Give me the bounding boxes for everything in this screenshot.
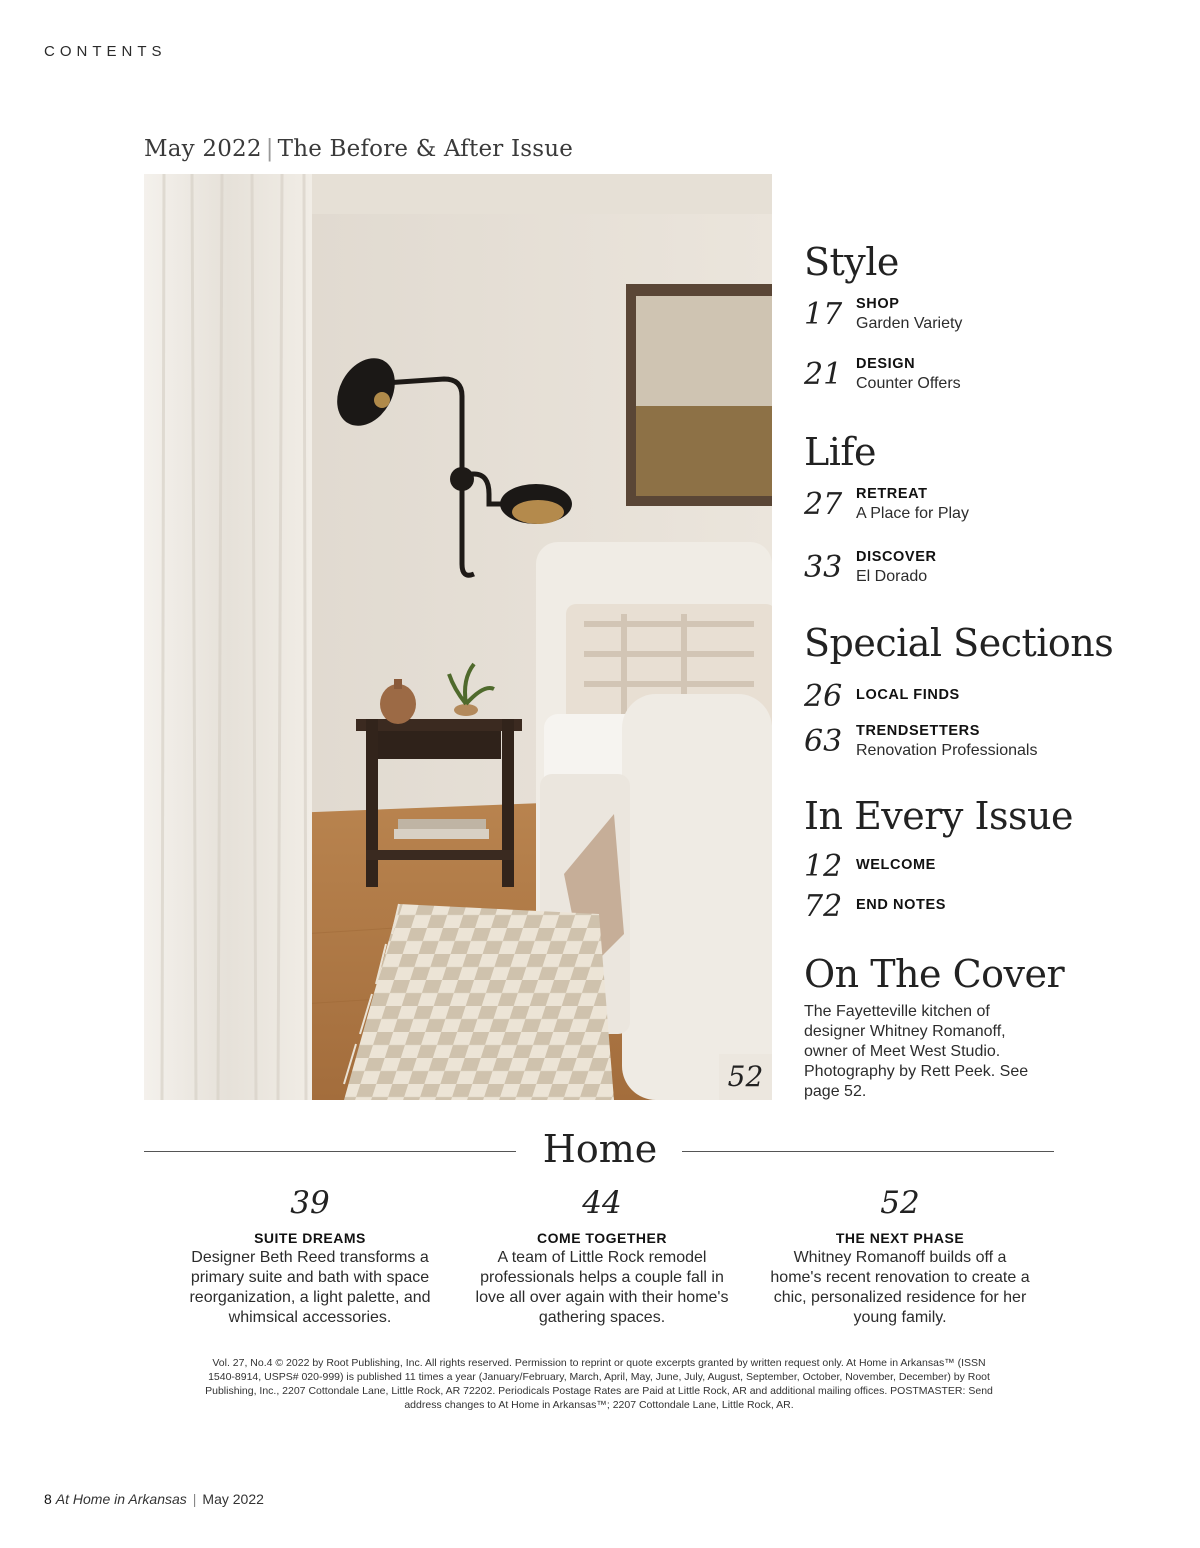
toc-entry[interactable] bbox=[804, 551, 1134, 595]
toc-page-number: 17 bbox=[804, 297, 843, 332]
toc-page-number: 72 bbox=[804, 889, 843, 924]
toc-category: SHOP bbox=[856, 296, 900, 312]
toc-category: DESIGN bbox=[856, 356, 916, 372]
folio-page-number: 8 bbox=[44, 1491, 52, 1507]
legal-notice: Vol. 27, No.4 © 2022 by Root Publishing, Inc. All rights reserved. Permission to reprint or quote excerpts granted by written request only. At Home in Arkansas™ (ISSN 1540-8914, USPS# 020-999) is published 11 times a year (January/February, March, April, May, June, July, August, September, October, November, December) by Root Publishing, Inc., 2207 Cottondale Lane, Little Rock, AR 72202. Periodicals Postage Rates are Paid at Little Rock, AR and additional mailing offices. POSTMASTER: Send address changes to At Home in Arkansas™; 2207 Cottondale Lane, Little Rock, AR. bbox=[205, 1357, 993, 1411]
toc-page-number: 26 bbox=[804, 679, 843, 714]
cover-photo[interactable] bbox=[144, 174, 772, 1100]
toc-category: DISCOVER bbox=[856, 549, 937, 565]
folio-date: May 2022 bbox=[202, 1491, 264, 1507]
toc-entry[interactable] bbox=[804, 358, 1134, 402]
story-category: COME TOGETHER bbox=[537, 1230, 667, 1246]
toc-entry[interactable] bbox=[804, 725, 1134, 769]
cover-description: The Fayetteville kitchen of designer Whitney Romanoff, owner of Meet West Studio. Photography by Rett Peek. See page 52. bbox=[804, 1003, 1029, 1100]
toc-category: RETREAT bbox=[856, 486, 928, 502]
toc-category: END NOTES bbox=[856, 897, 946, 913]
toc-entry[interactable] bbox=[804, 890, 1134, 934]
home-rule-right bbox=[682, 1151, 1054, 1152]
toc-entry[interactable] bbox=[804, 680, 1134, 724]
toc-subtitle: Garden Variety bbox=[856, 315, 963, 332]
section-title-cover: On The Cover bbox=[804, 952, 1065, 996]
toc-entry[interactable] bbox=[804, 488, 1134, 532]
home-title: Home bbox=[542, 1127, 658, 1171]
story-description: Designer Beth Reed transforms a primary suite and bath with space reorganization, a light palette, and whimsical accessories. bbox=[189, 1249, 431, 1326]
issue-line bbox=[144, 136, 573, 162]
section-title-style: Style bbox=[804, 240, 899, 284]
story-description: Whitney Romanoff builds off a home's recent renovation to create a chic, personalized residence for her young family. bbox=[770, 1249, 1030, 1326]
toc-category: TRENDSETTERS bbox=[856, 723, 981, 739]
issue-title: The Before & After Issue bbox=[277, 136, 574, 162]
section-title-special: Special Sections bbox=[804, 621, 1114, 665]
toc-entry[interactable] bbox=[804, 298, 1134, 342]
section-title-every-issue: In Every Issue bbox=[804, 794, 1073, 838]
toc-subtitle: Renovation Professionals bbox=[856, 742, 1038, 759]
toc-subtitle: El Dorado bbox=[856, 568, 928, 585]
story-category: THE NEXT PHASE bbox=[835, 1230, 965, 1246]
folio-separator: | bbox=[192, 1491, 197, 1507]
photo-page-number: 52 bbox=[719, 1054, 772, 1100]
home-story[interactable] bbox=[472, 1183, 732, 1328]
folio-magazine: At Home in Arkansas bbox=[55, 1491, 187, 1507]
story-page-number: 52 bbox=[880, 1185, 920, 1221]
toc-category: WELCOME bbox=[856, 857, 936, 873]
story-category: SUITE DREAMS bbox=[254, 1230, 366, 1246]
toc-page-number: 33 bbox=[804, 550, 843, 585]
issue-date: May 2022 bbox=[144, 136, 262, 162]
home-story[interactable] bbox=[180, 1183, 440, 1328]
toc-page-number: 21 bbox=[804, 357, 843, 392]
toc-page-number: 27 bbox=[804, 487, 843, 522]
home-story[interactable] bbox=[770, 1183, 1030, 1328]
folio bbox=[44, 1491, 264, 1507]
toc-subtitle: Counter Offers bbox=[856, 375, 961, 392]
toc-page-number: 63 bbox=[804, 724, 843, 759]
toc-entry[interactable] bbox=[804, 850, 1134, 894]
story-page-number: 39 bbox=[290, 1185, 330, 1221]
toc-category: LOCAL FINDS bbox=[856, 687, 960, 703]
toc-page-number: 12 bbox=[804, 849, 843, 884]
home-rule-left bbox=[144, 1151, 516, 1152]
story-description: A team of Little Rock remodel professionals helps a couple fall in love all over again with their home's gathering spaces. bbox=[475, 1249, 729, 1326]
bedroom-illustration bbox=[144, 174, 772, 1100]
section-title-life: Life bbox=[804, 430, 876, 474]
story-page-number: 44 bbox=[582, 1185, 622, 1221]
contents-label: CONTENTS bbox=[44, 43, 167, 60]
toc-subtitle: A Place for Play bbox=[856, 505, 969, 522]
issue-separator: | bbox=[265, 136, 274, 162]
